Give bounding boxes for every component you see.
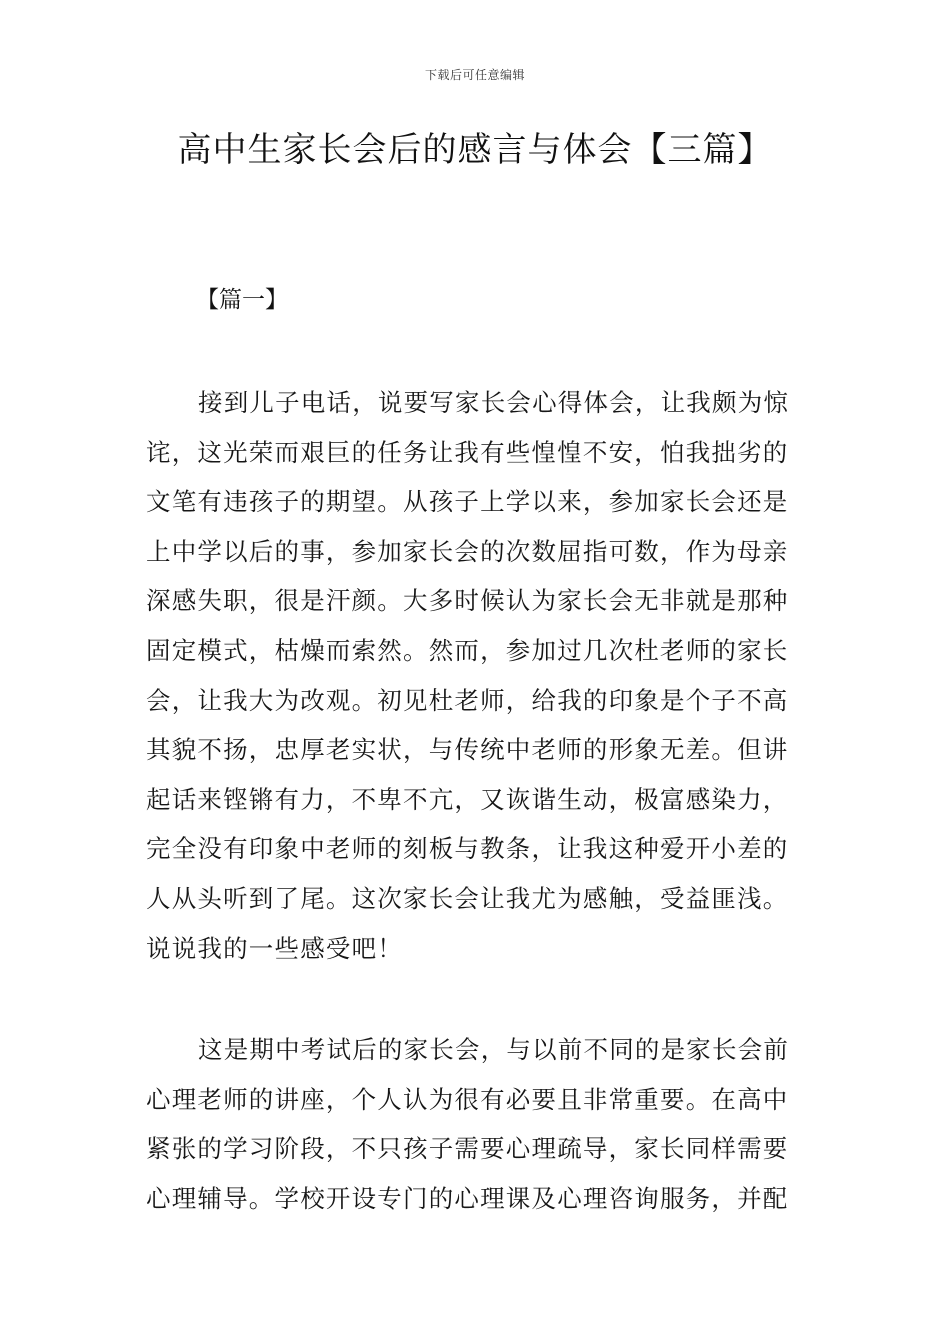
page-title: 高中生家长会后的感言与体会【三篇】 bbox=[177, 130, 773, 170]
paragraph-line: 会，让我大为改观。初见杜老师，给我的印象是个子不高 bbox=[146, 685, 789, 715]
paragraph-line: 接到儿子电话，说要写家长会心得体会，让我颇为惊 bbox=[198, 388, 790, 417]
paragraph-line: 诧，这光荣而艰巨的任务让我有些惶惶不安，怕我拙劣的 bbox=[146, 437, 789, 467]
paragraph-line: 上中学以后的事，参加家长会的次数屈指可数，作为母亲 bbox=[146, 536, 789, 566]
paragraph-line: 起话来铿锵有力，不卑不亢，又诙谐生动，极富感染力， bbox=[146, 784, 789, 814]
paragraph-line: 这是期中考试后的家长会，与以前不同的是家长会前 bbox=[198, 1035, 790, 1064]
paragraph-line: 紧张的学习阶段，不只孩子需要心理疏导，家长同样需要 bbox=[146, 1134, 789, 1164]
paragraph-line: 固定模式，枯燥而索然。然而，参加过几次杜老师的家长 bbox=[146, 635, 789, 665]
header-note: 下载后可任意编辑 bbox=[424, 68, 525, 82]
paragraph-line: 完全没有印象中老师的刻板与教条，让我这种爱开小差的 bbox=[146, 834, 789, 864]
paragraph-2 bbox=[146, 1025, 808, 1223]
paragraph-line: 其貌不扬，忠厚老实状，与传统中老师的形象无差。但讲 bbox=[146, 735, 789, 765]
paragraph-line: 心理老师的讲座，个人认为很有必要且非常重要。在高中 bbox=[146, 1084, 789, 1114]
paragraph-line: 深感失职，很是汗颜。大多时候认为家长会无非就是那种 bbox=[146, 586, 789, 616]
paragraph-line: 心理辅导。学校开设专门的心理课及心理咨询服务，并配 bbox=[146, 1183, 789, 1213]
paragraph-line: 说说我的一些感受吧！ bbox=[146, 933, 403, 963]
paragraph-1 bbox=[146, 378, 808, 973]
paragraph-line: 文笔有违孩子的期望。从孩子上学以来，参加家长会还是 bbox=[146, 487, 789, 517]
section-heading: 【篇一】 bbox=[196, 287, 288, 313]
paragraph-line: 人从头听到了尾。这次家长会让我尤为感触，受益匪浅。 bbox=[146, 883, 789, 913]
